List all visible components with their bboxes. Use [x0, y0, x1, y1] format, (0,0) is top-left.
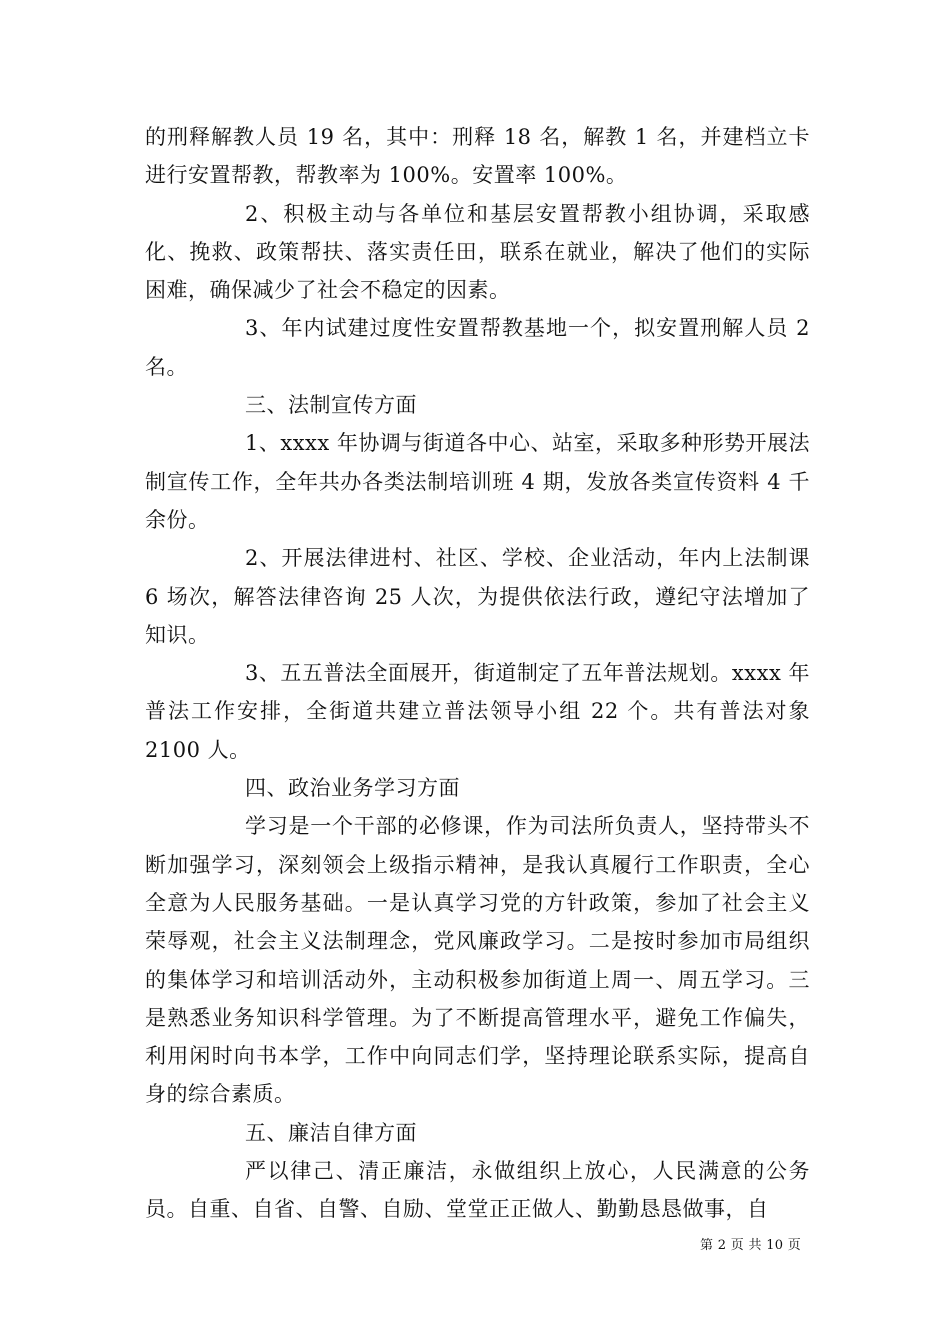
paragraph-release-stats: 的刑释解教人员 19 名，其中：刑释 18 名，解教 1 名，并建档立卡进行安置帮教，帮教率为 100%。安置率 100%。 — [145, 125, 810, 188]
section-heading-legal-publicity: 三、法制宣传方面 — [245, 393, 417, 418]
paragraph-study: 学习是一个干部的必修课，作为司法所负责人，坚持带头不断加强学习，深刻领会上级指示精神，是我认真履行工作职责，全心全意为人民服务基础。一是认真学习党的方针政策，参加了社会主义荣辱观，社会主义法制理念，党风廉政学习。二是按时参加市局组织的集体学习和培训活动外，主动积极参加街道上周一、周五学习。三是熟悉业务知识科学管理。为了不断提高管理水平，避免工作偏失，利用闲时向书本学，工作中向同志们学，坚持理论联系实际，提高自身的综合素质。 — [145, 814, 810, 1107]
paragraph-coordination: 2、积极主动与各单位和基层安置帮教小组协调，采取感化、挽救、政策帮扶、落实责任田，联系在就业，解决了他们的实际困难，确保减少了社会不稳定的因素。 — [145, 201, 810, 303]
paragraph-legal-education-plan: 3、五五普法全面展开，街道制定了五年普法规划。xxxx 年普法工作安排，全街道共建立普法领导小组 22 个。共有普法对象 2100 人。 — [145, 661, 810, 762]
section-heading-integrity: 五、廉洁自律方面 — [245, 1120, 417, 1145]
paragraph-legal-training: 1、xxxx 年协调与街道各中心、站室，采取多种形势开展法制宣传工作，全年共办各类法制培训班 4 期，发放各类宣传资料 4 千余份。 — [145, 431, 810, 532]
page-number-footer: 第 2 页 共 10 页 — [700, 1238, 802, 1253]
paragraph-transition-base: 3、年内试建过度性安置帮教基地一个，拟安置刑解人员 2 名。 — [145, 316, 810, 379]
document-body — [145, 118, 810, 1229]
paragraph-integrity: 严以律己、清正廉洁，永做组织上放心，人民满意的公务员。自重、自省、自警、自励、堂堂正正做人、勤勤恳恳做事，自 — [145, 1159, 810, 1222]
paragraph-law-outreach: 2、开展法律进村、社区、学校、企业活动，年内上法制课 6 场次，解答法律咨询 25 人次，为提供依法行政，遵纪守法增加了知识。 — [145, 546, 810, 647]
section-heading-political-study: 四、政治业务学习方面 — [245, 776, 460, 801]
